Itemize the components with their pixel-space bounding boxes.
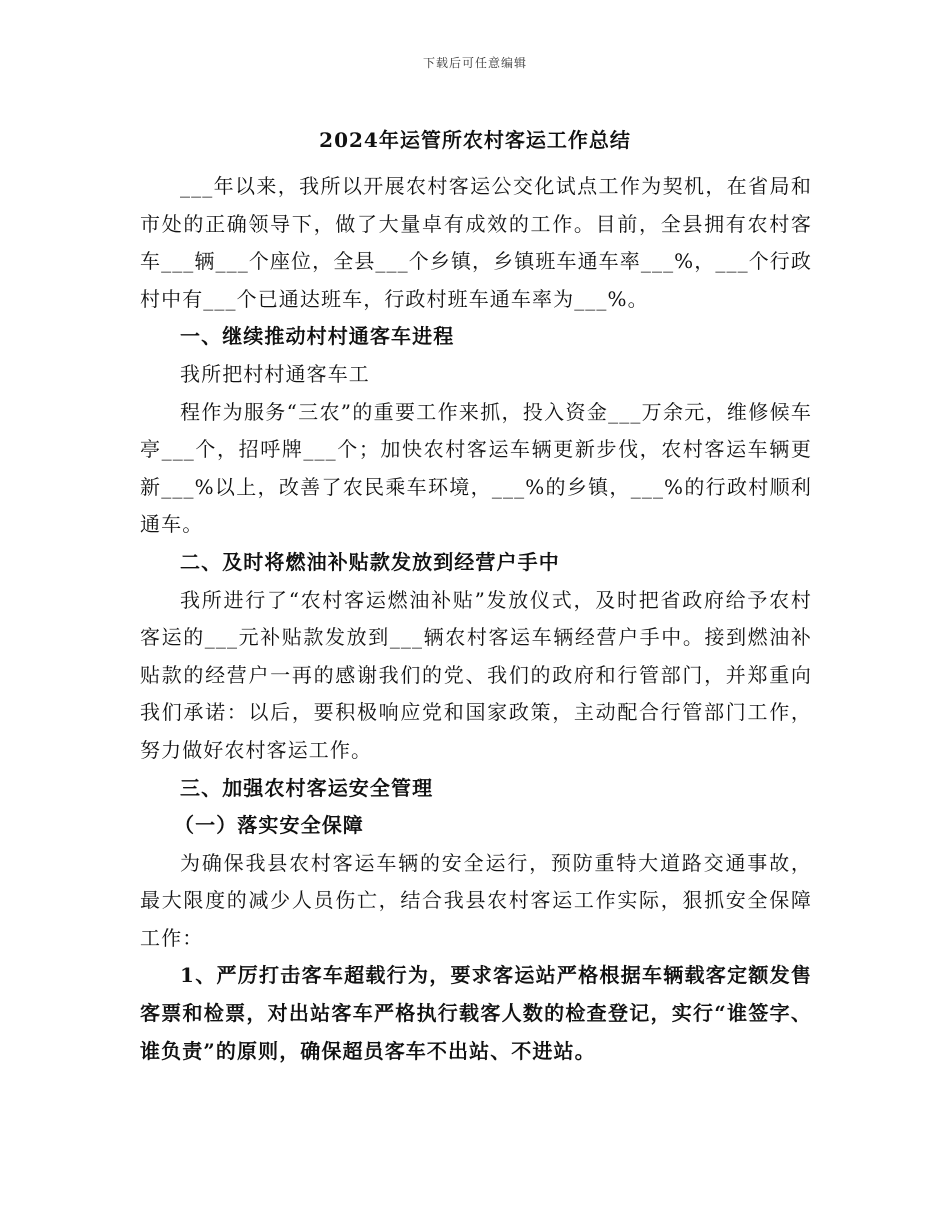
numbered-item-1: 1、严厉打击客车超载行为，要求客运站严格根据车辆载客定额发售客票和检票，对出站客车严格执行载客人数的检查登记，实行“谁签字、谁负责”的原则，确保超员客车不出站、不进站。 bbox=[140, 963, 812, 1063]
subsection-heading-1: （一）落实安全保障 bbox=[174, 813, 364, 838]
section-heading-2: 二、及时将燃油补贴款发放到经营户手中 bbox=[180, 549, 560, 574]
section-2-paragraph: 我所进行了“农村客运燃油补贴”发放仪式，及时把省政府给予农村客运的___元补贴款发放到___辆农村客运车辆经营户手中。接到燃油补贴款的经营户一再的感谢我们的党、我们的政府和行管部门，并郑重向我们承诺：以后，要积极响应党和国家政策，主动配合行管部门工作，努力做好农村客运工作。 bbox=[140, 587, 812, 762]
document-body bbox=[140, 168, 812, 1070]
section-heading-1: 一、继续推动村村通客车进程 bbox=[180, 324, 455, 349]
intro-paragraph: ___年以来，我所以开展农村客运公交化试点工作为契机，在省局和市处的正确领导下，做了大量卓有成效的工作。目前，全县拥有农村客车___辆___个座位，全县___个乡镇，乡镇班车通车率___%，___个行政村中有___个已通达班车，行政村班车通车率为___%。 bbox=[140, 174, 812, 311]
section-1-lead-line: 我所把村村通客车工 bbox=[180, 361, 370, 386]
section-heading-3: 三、加强农村客运安全管理 bbox=[180, 775, 434, 800]
document-title: 2024年运管所农村客运工作总结 bbox=[319, 128, 631, 152]
subsection-1-paragraph: 为确保我县农村客运车辆的安全运行，预防重特大道路交通事故，最大限度的减少人员伤亡，结合我县农村客运工作实际，狠抓安全保障工作： bbox=[140, 850, 812, 950]
header-note: 下载后可任意编辑 bbox=[422, 56, 527, 70]
section-1-paragraph: 程作为服务“三农”的重要工作来抓，投入资金___万余元，维修候车亭___个，招呼牌___个；加快农村客运车辆更新步伐，农村客运车辆更新___%以上，改善了农民乘车环境，___%的乡镇，___%的行政村顺利通车。 bbox=[140, 399, 812, 537]
